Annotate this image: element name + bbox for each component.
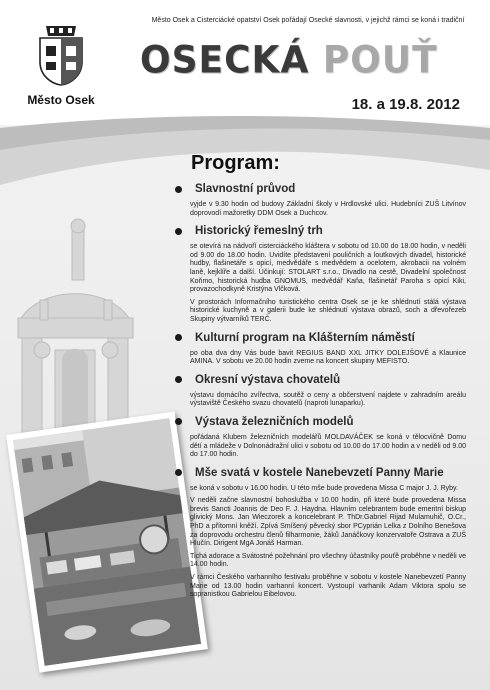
program-list xyxy=(170,180,466,604)
title-dark-word: OSECKÁ xyxy=(140,38,310,83)
poster-title xyxy=(140,39,438,82)
section-title: Kulturní program na Klášterním náměstí xyxy=(195,331,415,344)
section-title: Výstava železničních modelů xyxy=(195,415,354,428)
section-title: Historický řemeslný trh xyxy=(195,225,323,238)
title-light-word: POUŤ xyxy=(322,38,438,83)
monastery-facade-image xyxy=(0,200,160,450)
coat-of-arms-icon xyxy=(36,24,86,86)
section-title: Mše svatá v kostele Nanebevzetí Panny Marie xyxy=(195,466,444,479)
event-dates: 18. a 19.8. 2012 xyxy=(351,96,460,113)
section-text: Tichá adorace a Svátostné požehnání pro všechny účastníky pouťě proběhne v neděli ve 14.00 hodin. xyxy=(190,552,466,569)
section-text: výstavu domácího zvířectva, soutěž o ceny a občerstvení najdete v zahradním areálu výstaviště Českého svazu chovatelů (naproti lunaparku). xyxy=(190,391,466,408)
program-section xyxy=(170,180,466,218)
town-name: Město Osek xyxy=(27,93,95,107)
section-text: se otevírá na nádvoří cisterciáckého kláštera v sobotu od 10.00 do 18.00 hodin, v neděli od 9.00 do 18.00 hodin. Uvidíte představení pouličních a loutkových divadel, historické hudby, flašinetáře s opicí, medvědáře s medvědem a ocelotem, akrobacii na volném laně, kejklíře a další. Účinkují: STOLART s.r.o., Divadlo na cestě, Divadelní společnost Koňmo, historická hudba GNOMUS, medvědář Kaňa, flašinetář Paroha s opicí Kiki, provazochodkyně Kristýna Vlčková. xyxy=(190,243,466,294)
program-title: Program: xyxy=(191,152,280,174)
section-title: Slavnostní průvod xyxy=(195,183,296,195)
section-text: V rámci Českého varhanního festivalu proběhne v sobotu v kostele Nanebevzetí Panny Marie od 13.00 hodin varhanní koncert. Vystoupí varhaník Adam Viktora spolu se sopranistkou Gabrielou Eibelovou. xyxy=(190,574,466,599)
program-section xyxy=(170,464,466,600)
program-section xyxy=(170,222,466,324)
section-text: po oba dva dny Vás bude bavit REGIUS BAND XXL JITKY DOLEJŠOVÉ a Klaunice AMINA. V sobotu ve 20.00 hodin zveme na koncert skupiny MEFISTO. xyxy=(190,349,466,366)
bullet-icon xyxy=(175,469,182,476)
section-text: se koná v sobotu v 16.00 hodin. U této mše bude provedena Missa C major J. J. Ryby. xyxy=(190,484,458,492)
section-text: V prostorách Informačního turistického centra Osek se je ke shlédnutí stálá výstava historické kuchyně a v galerii bude ke shlédnutí výstava obrazů, soch a dřevořezeb Skupiny výtvarníků TERČ. xyxy=(190,298,466,323)
section-text: pořádaná Klubem železničních modelářů MOLDAVÁČEK se koná v tělocvičně Domu dětí a mládeže v Dolnonádražní ulici v sobotu od 10.00 do 17.00 hodin a v neděli od 9.00 do 17.00 hodin. xyxy=(190,433,466,459)
intro-text: Město Osek a Cisterciácké opatství Osek pořádají Osecké slavnosti, v jejichž rámci se koná i tradiční xyxy=(151,17,465,24)
bullet-icon xyxy=(175,376,182,383)
bullet-icon xyxy=(175,418,182,425)
program-section xyxy=(170,371,466,409)
bullet-icon xyxy=(175,186,182,193)
section-text: vyjde v 9.30 hodin od budovy Základní školy v Hrdlovské ulici. Hudebníci ZUŠ Litvínov doprovodí mažoretky DDM Osek a Duchcov. xyxy=(190,201,466,217)
program-section xyxy=(170,413,466,460)
bullet-icon xyxy=(175,334,182,341)
program-section xyxy=(170,329,466,367)
bullet-icon xyxy=(175,228,182,235)
section-text: V neděli začne slavnostní bohoslužba v 10.00 hodin, při které bude provedena Missa brevis Sancti Joannis de Deo F. J. Haydna. Hlavním celebrantem bude emeritní biskup glivický Mons. Jan Wieczorek a koncelebrant P. ThDr.Gabriel Rijad Mulamuhič, O.Cr., PhD a přítomní kněží. Zpívá Smíšený pěvecký sbor PCyprián Lelka z Dolního Benešova za doprovodu orchestru členů filharmonie, žáků Janáčkovy konzervatoře Ostrava a ZUŠ Hlučín. Dirigent MgA Jonáš Harman. xyxy=(190,497,466,548)
section-title: Okresní výstava chovatelů xyxy=(195,373,341,386)
